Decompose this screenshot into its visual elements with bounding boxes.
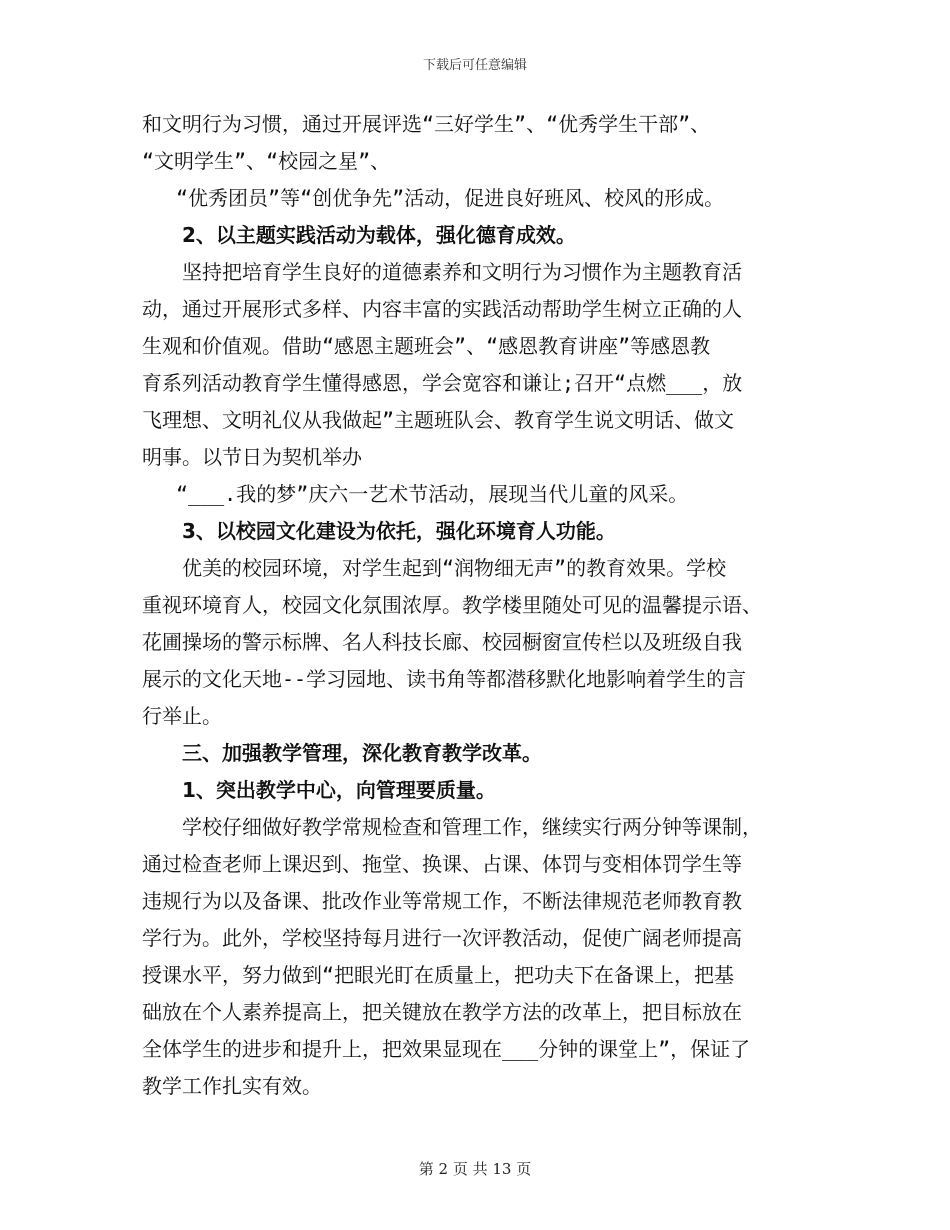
- paragraph-line: “优秀团员”等“创优争先”活动，促进良好班风、校风的形成。: [176, 186, 725, 210]
- section-heading: 1、突出教学中心，向管理要质量。: [182, 778, 496, 802]
- paragraph-line: 教学工作扎实有效。: [142, 1074, 322, 1098]
- paragraph-line: 行举止。: [142, 704, 222, 728]
- paragraph-line: 重视环境育人，校园文化氛围浓厚。教学楼里随处可见的温馨提示语、: [142, 593, 762, 617]
- paragraph-line: 优美的校园环境，对学生起到“润物细无声”的教育效果。学校: [182, 556, 727, 580]
- paragraph-line: 坚持把培育学生良好的道德素养和文明行为习惯作为主题教育活: [182, 260, 742, 284]
- paragraph-line: 授课水平，努力做到“把眼光盯在质量上，把功夫下在备课上，把基: [142, 963, 735, 987]
- paragraph-line: 生观和价值观。借助“感恩主题班会”、“感恩教育讲座”等感恩教: [142, 334, 711, 358]
- paragraph-line: 通过检查老师上课迟到、拖堂、换课、占课、体罚与变相体罚学生等: [142, 852, 742, 876]
- section-heading: 2、以主题实践活动为载体，强化德育成效。: [182, 223, 576, 247]
- paragraph-line: 育系列活动教育学生懂得感恩，学会宽容和谦让;召开“点燃___，放: [142, 371, 743, 395]
- paragraph-line: “文明学生”、“校园之星”、: [142, 149, 391, 173]
- paragraph-line: 全体学生的进步和提升上，把效果显现在___分钟的课堂上”，保证了: [142, 1037, 751, 1061]
- paragraph-line: 违规行为以及备课、批改作业等常规工作，不断法律规范老师教育教: [142, 889, 742, 913]
- paragraph-line: 花圃操场的警示标牌、名人科技长廊、校园橱窗宣传栏以及班级自我: [142, 630, 742, 654]
- section-heading: 3、以校园文化建设为依托，强化环境育人功能。: [182, 519, 616, 543]
- paragraph-line: 飞理想、文明礼仪从我做起”主题班队会、教育学生说文明话、做文: [142, 408, 735, 432]
- paragraph-line: 学校仔细做好教学常规检查和管理工作，继续实行两分钟等课制，: [182, 815, 762, 839]
- paragraph-line: “___.我的梦”庆六一艺术节活动，展现当代儿童的风采。: [176, 482, 689, 506]
- paragraph-line: 学行为。此外，学校坚持每月进行一次评教活动，促使广阔老师提高: [142, 926, 742, 950]
- paragraph-line: 和文明行为习惯，通过开展评选“三好学生”、“优秀学生干部”、: [142, 112, 711, 136]
- paragraph-line: 动，通过开展形式多样、内容丰富的实践活动帮助学生树立正确的人: [142, 297, 742, 321]
- section-heading: 三、加强教学管理，深化教育教学改革。: [182, 741, 542, 765]
- page-footer: 第 2 页 共 13 页: [418, 1160, 532, 1178]
- paragraph-line: 明事。以节日为契机举办: [142, 445, 362, 469]
- document-body: [142, 106, 822, 1105]
- paragraph-line: 展示的文化天地--学习园地、读书角等都潜移默化地影响着学生的言: [142, 667, 747, 691]
- page-header: 下载后可任意编辑: [422, 58, 527, 73]
- paragraph-line: 础放在个人素养提高上，把关键放在教学方法的改革上，把目标放在: [142, 1000, 742, 1024]
